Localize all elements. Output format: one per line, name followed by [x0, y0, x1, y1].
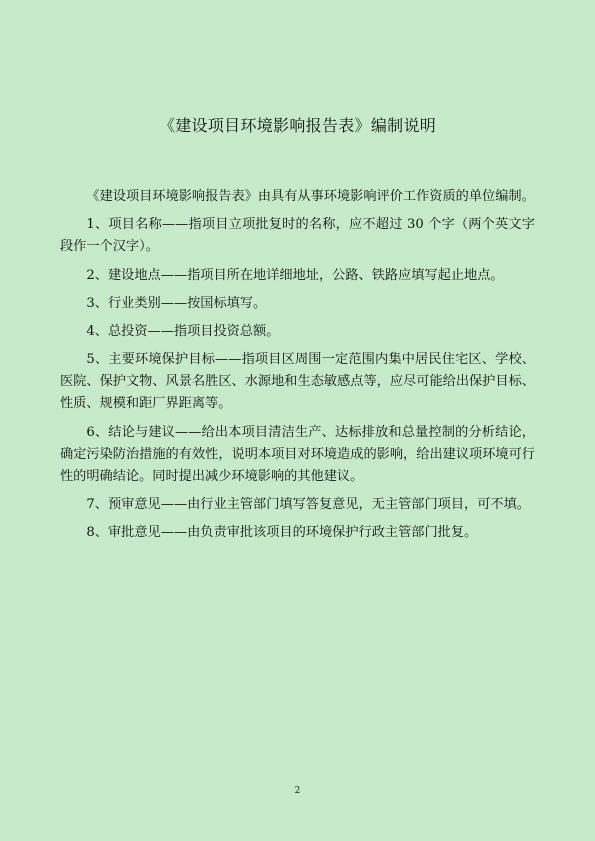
page-number: 2: [294, 786, 301, 796]
paragraph-intro: 《建设项目环境影响报告表》由具有从事环境影响评价工作资质的单位编制。: [86, 189, 535, 204]
paragraph-industry-category: 3、行业类别——按国标填写。: [86, 295, 267, 311]
document-body: [60, 186, 535, 551]
paragraph-pre-review: 7、预审意见——由行业主管部门填写答复意见，无主管部门项目，可不填。: [86, 497, 530, 513]
paragraph-construction-site: 2、建设地点——指项目所在地详细地址，公路、铁路应填写起止地点。: [86, 267, 504, 283]
paragraph-project-name: 1、项目名称——指项目立项批复时的名称，应不超过 30 个字（两个英文字段作一个汉字）。: [60, 217, 535, 255]
paragraph-protection-targets: 5、主要环境保护目标——指项目区周围一定范围内集中居民住宅区、学校、医院、保护文物、风景名胜区、水源地和生态敏感点等，应尽可能给出保护目标、性质、规模和距厂界距离等。: [60, 352, 535, 412]
document-title: 《建设项目环境影响报告表》编制说明: [158, 116, 437, 135]
paragraph-conclusions: 6、结论与建议——给出本项目清洁生产、达标排放和总量控制的分析结论，确定污染防治措施的有效性，说明本项目对环境造成的影响，给出建议项环境可行性的明确结论。同时提出减少环境影响的其他建议。: [60, 424, 535, 484]
paragraph-total-investment: 4、总投资——指项目投资总额。: [86, 324, 280, 340]
paragraph-approval: 8、审批意见——由负责审批该项目的环境保护行政主管部门批复。: [86, 525, 478, 541]
